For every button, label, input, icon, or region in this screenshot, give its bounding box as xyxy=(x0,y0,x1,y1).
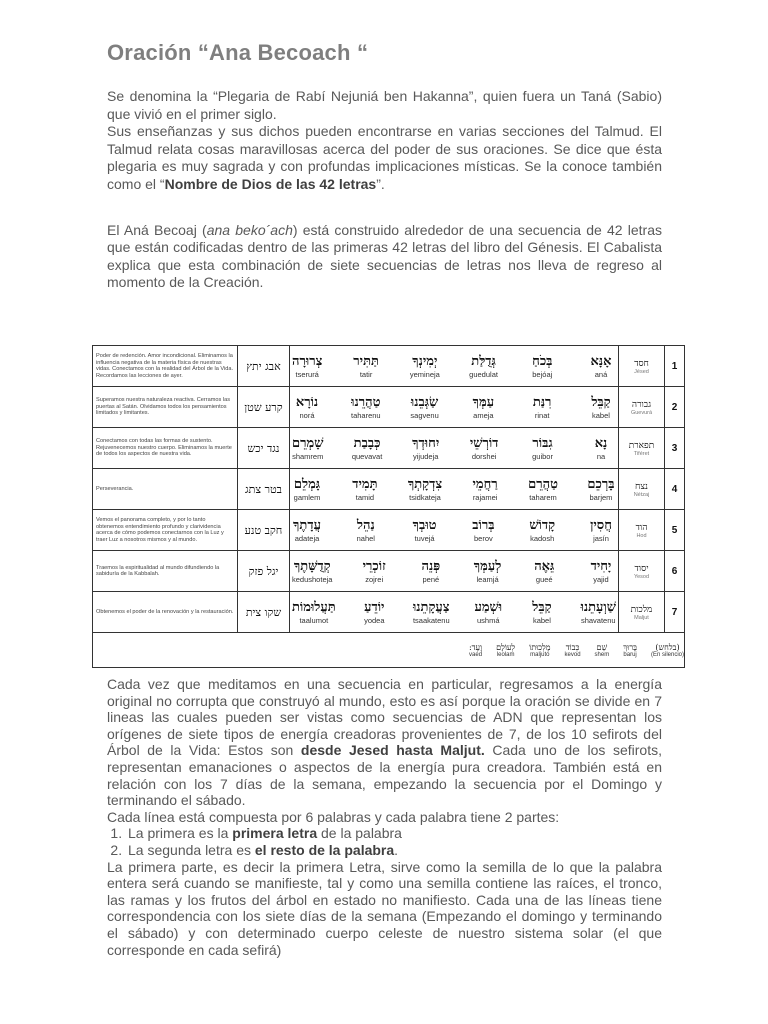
row-letter-code: אבג יתץ xyxy=(238,346,290,387)
row-number: 7 xyxy=(665,592,685,633)
prayer-word xyxy=(527,353,557,379)
row-letter-code: נגד יכש xyxy=(238,428,290,469)
transliteration: kadosh xyxy=(530,534,555,543)
body-paragraph-1 xyxy=(107,676,662,809)
transliteration: kedushoteja xyxy=(292,575,333,584)
transliteration: tatir xyxy=(359,370,373,379)
transliteration: leolam xyxy=(496,651,515,658)
prayer-word xyxy=(586,394,616,420)
transliteration: aná xyxy=(594,370,608,379)
transliteration: rinat xyxy=(534,411,550,420)
table-row xyxy=(93,551,685,592)
transliteration: yijudeja xyxy=(413,452,439,461)
hebrew-word: (בלחש) xyxy=(655,642,680,652)
intro-p3-end: ) está construido alrededor de una secuencia de 42 letras que están codificadas dentro de las primeras 42 letras del libro del Génesis. El Cabalista explica que esta combinación de siete secuencias de letras nos lleva de regreso al momento de la Creación. xyxy=(107,221,662,291)
hebrew-word: טוּבְךָ xyxy=(412,518,437,533)
hebrew-word: יוֹדֵעַ xyxy=(364,600,385,615)
table-row-closing xyxy=(93,633,685,668)
prayer-word xyxy=(292,394,322,420)
transliteration: vaed xyxy=(469,651,483,658)
transliteration: guibor xyxy=(532,452,553,461)
word-group xyxy=(292,599,616,625)
prayer-word xyxy=(473,599,503,625)
hebrew-word: לְעוֹלָם xyxy=(496,642,516,652)
transliteration: zojrei xyxy=(365,575,384,584)
row-letter-code: חקב טנע xyxy=(238,510,290,551)
transliteration: na xyxy=(596,452,606,461)
body-p1-bold: desde Jesed hasta Maljut. xyxy=(300,742,485,759)
body-p1-text: Cada vez que meditamos en una secuencia en particular, regresamos a la energía original no corrupta que construyó al mundo, esto es así porque la oración se divide en 7 lineas las cuales pueden ser vistas como secuencias de ADN que representan los orígenes de siete tipos de energía creadoras provenientes de 7, de los 10 sefirots del Árbol de la Vida: Estos son xyxy=(107,676,662,759)
prayer-word xyxy=(527,599,557,625)
hebrew-word: גֵּאֶה xyxy=(534,559,555,574)
hebrew-word: שֵׁם xyxy=(596,642,608,652)
transliteration: rajamei xyxy=(472,493,498,502)
header-section xyxy=(107,40,662,292)
sefira-name: Maljut xyxy=(634,614,649,621)
prayer-word xyxy=(410,517,440,543)
body-section xyxy=(107,676,662,958)
hebrew-word: מַלְכוּתוֹ xyxy=(529,642,551,652)
hebrew-word: יְמִינְךָ xyxy=(412,354,438,369)
ana-becoach-table xyxy=(92,345,684,668)
hebrew-word: יָחִיד xyxy=(590,559,612,574)
row-words xyxy=(290,428,619,469)
hebrew-word: שָׁמְרֵם xyxy=(292,436,324,451)
sefira-hebrew: תפארת xyxy=(628,440,655,451)
hebrew-word: גִבּוֹר xyxy=(532,436,553,451)
prayer-word xyxy=(359,599,389,625)
sefira-hebrew: חסד xyxy=(634,358,649,369)
row-letter-code: יגל פזק xyxy=(238,551,290,592)
table-row xyxy=(93,510,685,551)
transliteration: tsaakatenu xyxy=(412,616,450,625)
sefira-hebrew: הוד xyxy=(635,522,648,533)
transliteration: jasín xyxy=(593,534,609,543)
prayer-word xyxy=(351,517,381,543)
transliteration: quevavat xyxy=(351,452,383,461)
body-paragraph-2: Cada línea está compuesta por 6 palabras y cada palabra tiene 2 partes: xyxy=(107,808,560,825)
hebrew-word: צַעֲקָתֵנוּ xyxy=(412,600,450,615)
row-number: 2 xyxy=(665,387,685,428)
word-group xyxy=(292,394,616,420)
prayer-word xyxy=(292,558,332,584)
body-paragraph-3: La primera parte, es decir la primera Letra, sirve como la semilla de lo que la palabra entera será cuando se manifieste, tal y como una semilla contiene las raíces, el tronco, las ramas y los frutos del árbol en estado no manifiesto. Cada una de las líneas tiene correspondencia con los siete días de la semana (Empezando el domingo y terminando el sábado) y con determinado cuerpo celeste de nuestro sistema solar (el que corresponde en cada sefirá) xyxy=(107,858,662,958)
hebrew-word: צְרוּרָה xyxy=(292,354,323,369)
row-number: 4 xyxy=(665,469,685,510)
transliteration: taharem xyxy=(529,493,557,502)
transliteration: tserurá xyxy=(295,370,319,379)
transliteration: taharenu xyxy=(350,411,381,420)
prayer-word xyxy=(527,394,557,420)
prayer-word xyxy=(586,353,616,379)
prayer-word xyxy=(410,353,440,379)
transliteration: norá xyxy=(299,411,315,420)
sefira-hebrew: מלכות xyxy=(630,604,653,615)
row-number: 6 xyxy=(665,551,685,592)
hebrew-word: גְּדֻלַּת xyxy=(471,354,496,369)
transliteration: yodea xyxy=(364,616,385,625)
sefira-name: Guevurá xyxy=(630,409,653,416)
transliteration: shamrem xyxy=(292,452,324,461)
prayer-word xyxy=(468,394,498,420)
hebrew-word: חֲסִין xyxy=(590,518,612,533)
transliteration: gamlem xyxy=(293,493,321,502)
transliteration: kabel xyxy=(532,616,551,625)
intro-p2-bold: Nombre de Dios de las 42 letras xyxy=(164,175,377,192)
transliteration: kevod xyxy=(564,651,581,658)
transliteration: tsidkateja xyxy=(409,493,441,502)
transliteration: tuvejá xyxy=(414,534,435,543)
transliteration: leamjá xyxy=(476,575,499,584)
row-letter-code: שקו צית xyxy=(238,592,290,633)
hebrew-word: נוֹרָא xyxy=(295,395,319,410)
word-group xyxy=(292,558,616,584)
sefira-name: Tiféret xyxy=(633,450,650,457)
table-row xyxy=(93,469,685,510)
intro-p2-end: ”. xyxy=(376,175,385,192)
transliteration: shem xyxy=(594,651,610,658)
prayer-word xyxy=(292,517,322,543)
sefira-cell xyxy=(619,510,665,551)
hebrew-word: זוֹכְרֵי xyxy=(362,559,386,574)
hebrew-word: בְּרוֹב xyxy=(472,518,495,533)
prayer-word xyxy=(470,476,500,502)
closing-word xyxy=(529,643,550,658)
list-item xyxy=(126,842,662,859)
closing-word xyxy=(496,643,515,658)
prayer-word xyxy=(528,435,558,461)
hebrew-word: תַּעֲלוּמוֹת xyxy=(292,600,336,615)
sefira-name: Hod xyxy=(636,532,647,539)
row-words xyxy=(290,592,619,633)
hebrew-word: תָּמִיד xyxy=(352,477,378,492)
sefira-name: Nétzaj xyxy=(633,491,650,498)
hebrew-word: שַׂגְּבֵנוּ xyxy=(410,395,439,410)
prayer-word xyxy=(351,353,381,379)
hebrew-word: עַמְּךָ xyxy=(472,395,495,410)
hebrew-word: צִדְקָתְךָ xyxy=(407,477,443,492)
prayer-word xyxy=(581,599,616,625)
hebrew-word: רַחֲמֵי xyxy=(472,477,498,492)
row-number: 1 xyxy=(665,346,685,387)
prayer-word xyxy=(411,435,441,461)
transliteration: gueé xyxy=(535,575,553,584)
closing-word xyxy=(623,643,637,658)
prayer-word xyxy=(350,476,380,502)
closing-cell xyxy=(93,633,685,668)
transliteration: nahel xyxy=(356,534,375,543)
hebrew-word: עֲדָתֶךָ xyxy=(293,518,321,533)
row-words xyxy=(290,510,619,551)
prayer-word xyxy=(468,517,498,543)
sefira-hebrew: גבורה xyxy=(631,399,652,410)
hebrew-word: טַהֲרֵנוּ xyxy=(351,395,381,410)
row-letter-code: קרע שטן xyxy=(238,387,290,428)
transliteration: yemineja xyxy=(409,370,440,379)
prayer-word xyxy=(416,558,446,584)
row-description: Vemos el panorama completo, y por lo tanto obtenemos entendimiento profundo y clarividencia acerca de cómo podemos conectarnos con la Luz y traer Luz a nosotros mismos y al mundo. xyxy=(93,510,238,551)
list-item-end: . xyxy=(394,841,399,858)
transliteration: berov xyxy=(474,534,493,543)
prayer-word xyxy=(352,435,382,461)
prayer-word xyxy=(351,394,381,420)
word-group xyxy=(292,476,616,502)
closing-words xyxy=(93,643,684,658)
hebrew-word: גָּמְלֵם xyxy=(293,477,321,492)
closing-word xyxy=(469,643,482,658)
row-letter-code: בטר צתג xyxy=(238,469,290,510)
hebrew-word: וָעֶד: xyxy=(468,642,483,652)
parts-list xyxy=(107,825,662,858)
sefira-cell xyxy=(619,428,665,469)
prayer-word xyxy=(473,558,503,584)
table-row xyxy=(93,346,685,387)
row-description: Obtenemos el poder de la renovación y la restauración. xyxy=(93,592,238,633)
transliteration: (En silencio) xyxy=(650,651,684,658)
hebrew-word: לְעַמְּךָ xyxy=(473,559,502,574)
prayer-word xyxy=(292,476,322,502)
prayer-word xyxy=(410,394,440,420)
body-p1-end: Cada uno de los sefirots, representan emanaciones o aspectos de la energía pura creadora. También está en relación con los 7 días de la semana, empezando la secuencia por el Domingo y terminando el sábado. xyxy=(107,742,662,809)
hebrew-word: קְדֻשָּׁתֶךָ xyxy=(293,559,331,574)
transliteration: tamid xyxy=(355,493,375,502)
transliteration: baruj xyxy=(623,651,637,658)
word-group xyxy=(292,435,616,461)
sefira-cell xyxy=(619,592,665,633)
hebrew-word: יִחוּדְךָ xyxy=(412,436,440,451)
prayer-word xyxy=(469,353,499,379)
transliteration: guedulat xyxy=(469,370,498,379)
prayer-word xyxy=(469,435,499,461)
row-description: Poder de redención. Amor incondicional. Eliminamos la influencia negativa de la materia física de nuestras vidas. Conectamos con la realidad del Árbol de la Vida. Recordamos las lecciones de ayer. xyxy=(93,346,238,387)
hebrew-word: כְּבָבַת xyxy=(353,436,381,451)
hebrew-word: נַהֵל xyxy=(356,518,375,533)
table-row xyxy=(93,592,685,633)
table-row xyxy=(93,428,685,469)
sefira-name: Jésed xyxy=(634,368,649,375)
list-item xyxy=(126,825,662,842)
hebrew-word: קָדוֹשׁ xyxy=(529,518,556,533)
hebrew-word: שַׁוְעָתֵנוּ xyxy=(580,600,616,615)
word-group xyxy=(292,517,616,543)
hebrew-word: קַבֵּל xyxy=(532,600,552,615)
row-description: Perseverancia. xyxy=(93,469,238,510)
sefira-cell xyxy=(619,469,665,510)
list-item-end: de la palabra xyxy=(317,825,402,842)
prayer-word xyxy=(586,517,616,543)
hebrew-word: קַבֵּל xyxy=(591,395,611,410)
hebrew-word: בָּרוּךְ xyxy=(623,642,637,652)
row-words xyxy=(290,551,619,592)
prayer-word xyxy=(292,435,323,461)
prayer-word xyxy=(408,476,442,502)
row-number: 5 xyxy=(665,510,685,551)
hebrew-word: וּשְׁמַע xyxy=(474,600,503,615)
hebrew-word: אָנָּא xyxy=(590,354,612,369)
word-group xyxy=(292,353,616,379)
list-item-text: La segunda letra es xyxy=(128,841,255,858)
list-item-text: La primera es la xyxy=(128,825,233,842)
list-item-bold: el resto de la palabra xyxy=(254,841,395,858)
transliteration: bejóaj xyxy=(532,370,553,379)
hebrew-word: תַּתִּיר xyxy=(353,354,379,369)
transliteration: sagvenu xyxy=(410,411,439,420)
transliteration: barjem xyxy=(589,493,613,502)
prayer-word xyxy=(528,476,558,502)
transliteration: shavatenu xyxy=(580,616,616,625)
row-description: Conectamos con todas las formas de sustento. Rejuvenecemos nuestro cuerpo. Eliminamos la muerte de todos los aspectos de nuestra vida. xyxy=(93,428,238,469)
prayer-word xyxy=(359,558,389,584)
transliteration: ameja xyxy=(473,411,494,420)
transliteration: yajid xyxy=(593,575,609,584)
intro-paragraph-2 xyxy=(107,123,662,193)
closing-word xyxy=(651,643,684,658)
row-words xyxy=(290,469,619,510)
intro-p2-text: Sus enseñanzas y sus dichos pueden encontrarse en varias secciones del Talmud. El Talmud relata cosas maravillosas acerca del poder de sus oraciones. Se dice que ésta plegaria es muy sagrada y con profundas implicaciones místicas. Se la conoce también como el “ xyxy=(107,123,662,192)
transliteration: adateja xyxy=(294,534,320,543)
row-description: Traemos la espiritualidad al mundo difundiendo la sabiduría de la Kabbalah. xyxy=(93,551,238,592)
transliteration: dorshei xyxy=(471,452,497,461)
prayer-word xyxy=(529,558,559,584)
prayer-word xyxy=(292,599,336,625)
sefira-cell xyxy=(619,346,665,387)
hebrew-word: כְּבוֹד xyxy=(565,642,580,652)
hebrew-word: טַהֲרֵם xyxy=(528,477,558,492)
hebrew-word: רִנַּת xyxy=(532,395,552,410)
intro-paragraph-3 xyxy=(107,222,662,292)
transliteration: taalumot xyxy=(299,616,329,625)
intro-p3-text: El Aná Becoaj ( xyxy=(107,221,207,238)
transliteration: pené xyxy=(422,575,440,584)
transliteration: kabel xyxy=(592,411,610,420)
hebrew-word: דוֹרְשֵׁי xyxy=(469,436,499,451)
prayer-word xyxy=(527,517,557,543)
hebrew-word: בָּרְכֵם xyxy=(587,477,615,492)
transliteration: ushmá xyxy=(477,616,500,625)
table-row xyxy=(93,387,685,428)
hebrew-word: פְּנֵה xyxy=(421,559,441,574)
closing-word xyxy=(595,643,610,658)
sefira-hebrew: נצח xyxy=(635,481,648,492)
prayer-word xyxy=(292,353,322,379)
hebrew-word: בְּכֹחַ xyxy=(532,354,553,369)
row-description: Superamos nuestra naturaleza reactiva. Cerramos las puertas al Satán. Olvidamos todos los pensamientos limitados y limitantes. xyxy=(93,387,238,428)
row-number: 3 xyxy=(665,428,685,469)
prayer-word xyxy=(413,599,450,625)
sefira-cell xyxy=(619,387,665,428)
intro-paragraph-1: Se denomina la “Plegaria de Rabí Nejuniá ben Hakanna”, quien fuera un Taná (Sabio) que vivió en el primer siglo. xyxy=(107,88,662,122)
sefira-name: Yesod xyxy=(633,573,650,580)
row-words xyxy=(290,387,619,428)
list-item-bold: primera letra xyxy=(232,825,318,842)
hebrew-word: נָא xyxy=(594,436,608,451)
prayer-word xyxy=(586,558,616,584)
prayer-word xyxy=(586,476,616,502)
prayer-word xyxy=(586,435,616,461)
page-title: Oración “Ana Becoach “ xyxy=(107,40,369,65)
intro-p3-italic: ana beko´ach xyxy=(206,221,293,238)
row-words xyxy=(290,346,619,387)
closing-word xyxy=(565,643,581,658)
sefira-cell xyxy=(619,551,665,592)
transliteration: maljutó xyxy=(530,651,550,658)
sefira-hebrew: יסוד xyxy=(634,563,649,574)
prayer-table xyxy=(92,345,685,668)
